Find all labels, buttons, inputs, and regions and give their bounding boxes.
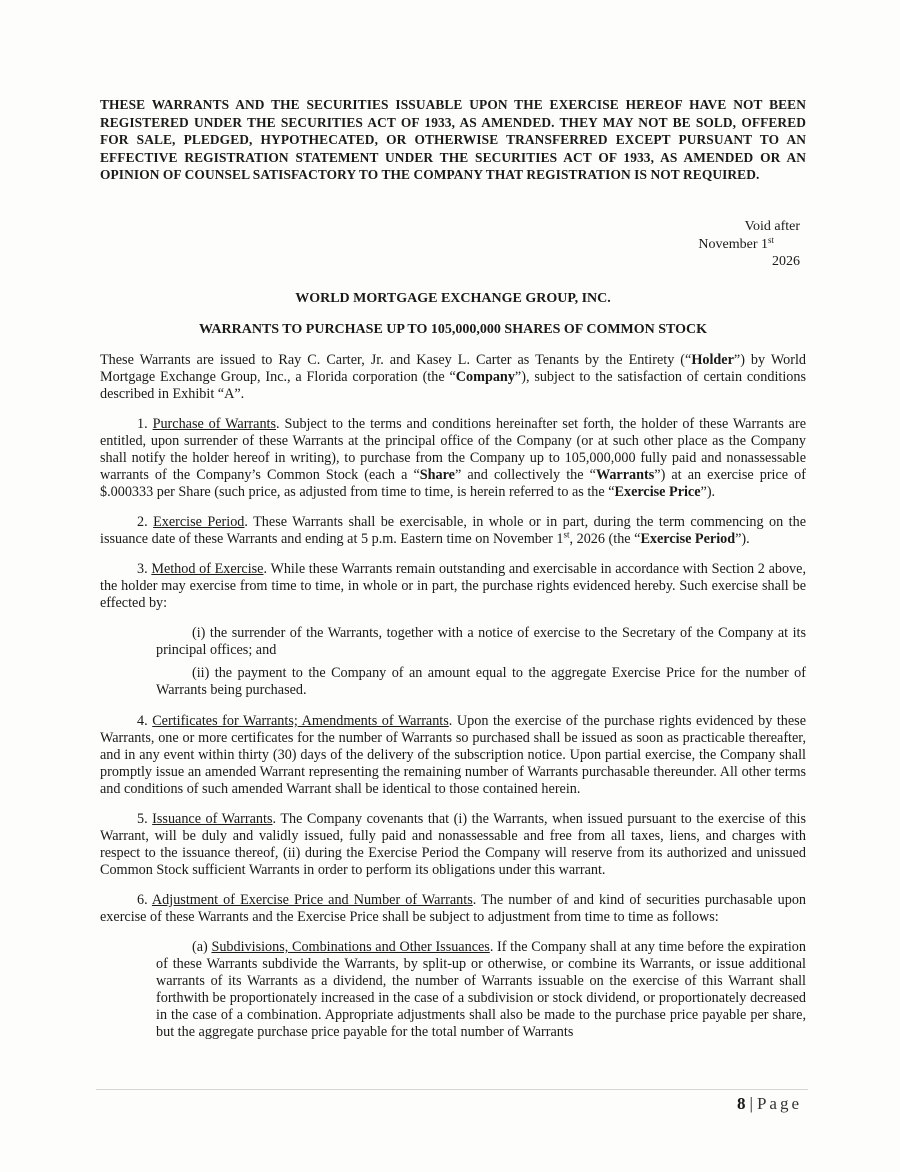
subsection-heading: Subdivisions, Combinations and Other Issuances	[211, 939, 490, 955]
section-heading: Exercise Period	[153, 514, 245, 530]
section-3-method-of-exercise: 3. Method of Exercise. While these Warrants remain outstanding and exercisable in accordance with Section 2 above, the holder may exercise from time to time, in whole or in part, the purchase rights evidenced hereby. Such exercise shall be effected by:	[100, 561, 806, 611]
section-3-item-i: (i) the surrender of the Warrants, together with a notice of exercise to the Secretary of the Company at its principal offices; and	[156, 625, 806, 658]
section-1-purchase-of-warrants: 1. Purchase of Warrants. Subject to the terms and conditions hereinafter set forth, the holder of these Warrants are entitled, upon surrender of these Warrants at the principal office of the Company (or at such other place as the Company shall notify the holder hereof in writing), to purchase from the Company up to 105,000,000 fully paid and nonassessable warrants of the Company’s Common Stock (each a “Share” and collectively the “Warrants”) at an exercise price of $.000333 per Share (such price, as adjusted from time to time, is herein referred to as the “Exercise Price”).	[100, 416, 807, 500]
intro-paragraph: These Warrants are issued to Ray C. Carter, Jr. and Kasey L. Carter as Tenants by the Entirety (“Holder”) by World Mortgage Exchange Group, Inc., a Florida corporation (the “Company”), subject to the satisfaction of certain conditions described in Exhibit “A”.	[100, 352, 806, 402]
section-heading: Certificates for Warrants; Amendments of Warrants	[152, 713, 449, 729]
void-line-2: November 1st	[698, 234, 774, 252]
section-heading: Method of Exercise	[151, 561, 264, 577]
section-6-adjustment: 6. Adjustment of Exercise Price and Number of Warrants. The number of and kind of securities purchasable upon exercise of these Warrants and the Exercise Price shall be subject to adjustment from time to time as follows:	[100, 892, 807, 925]
section-heading: Adjustment of Exercise Price and Number of Warrants	[151, 892, 473, 908]
section-4-certificates: 4. Certificates for Warrants; Amendments of Warrants. Upon the exercise of the purchase rights evidenced by these Warrants, one or more certificates for the number of Warrants so purchased shall be issued as soon as practicable thereafter, and in any event within thirty (30) days of the delivery of the subscription notice. Upon partial exercise, the Company shall promptly issue an amended Warrant representing the remaining number of Warrants purchasable thereunder. All other terms and conditions of such amended Warrant shall be identical to those contained herein.	[100, 713, 807, 797]
section-heading: Purchase of Warrants	[152, 416, 277, 432]
document-body	[100, 352, 806, 1041]
section-3-item-ii: (ii) the payment to the Company of an amount equal to the aggregate Exercise Price for the number of Warrants being purchased.	[156, 665, 806, 698]
section-6-subsection-a: (a) Subdivisions, Combinations and Other Issuances. If the Company shall at any time before the expiration of these Warrants subdivide the Warrants, by split-up or otherwise, or combine its Warrants, or issue additional warrants of its Warrants as a dividend, the number of Warrants issuable on the exercise of this Warrant shall forthwith be proportionately increased in the case of a subdivision or stock dividend, or proportionately decreased in the case of a combination. Appropriate adjustments shall also be made to the purchase price payable per share, but the aggregate purchase price payable for the total number of Warrants	[156, 939, 806, 1040]
void-notice	[660, 218, 800, 271]
company-title: WORLD MORTGAGE EXCHANGE GROUP, INC.	[295, 291, 611, 306]
void-line-1: Void after	[744, 219, 800, 234]
section-heading: Issuance of Warrants	[152, 811, 273, 827]
section-2-exercise-period: 2. Exercise Period. These Warrants shall be exercisable, in whole or in part, during the term commencing on the issuance date of these Warrants and ending at 5 p.m. Eastern time on November 1st, 2026 (the “Exercise Period”).	[100, 514, 807, 547]
section-5-issuance: 5. Issuance of Warrants. The Company covenants that (i) the Warrants, when issued pursuant to the exercise of this Warrant, will be duly and validly issued, fully paid and nonassessable and free from all taxes, liens, and charges with respect to the issuance thereof, (ii) during the Exercise Period the Company will reserve from its authorized and unissued Common Stock sufficient Warrants in order to perform its obligations under this warrant.	[100, 811, 807, 878]
footer-divider	[96, 1089, 808, 1090]
securities-legend: THESE WARRANTS AND THE SECURITIES ISSUABLE UPON THE EXERCISE HEREOF HAVE NOT BEEN REGISTERED UNDER THE SECURITIES ACT OF 1933, AS AMENDED. THEY MAY NOT BE SOLD, OFFERED FOR SALE, PLEDGED, HYPOTHECATED, OR OTHERWISE TRANSFERRED EXCEPT PURSUANT TO AN EFFECTIVE REGISTRATION STATEMENT UNDER THE SECURITIES ACT OF 1933, AS AMENDED OR AN OPINION OF COUNSEL SATISFACTORY TO THE COMPANY THAT REGISTRATION IS NOT REQUIRED.	[100, 97, 806, 182]
void-line-3: 2026	[772, 254, 800, 269]
page-number: 8 | Page	[737, 1094, 802, 1113]
document-title: WARRANTS TO PURCHASE UP TO 105,000,000 SHARES OF COMMON STOCK	[198, 322, 708, 337]
